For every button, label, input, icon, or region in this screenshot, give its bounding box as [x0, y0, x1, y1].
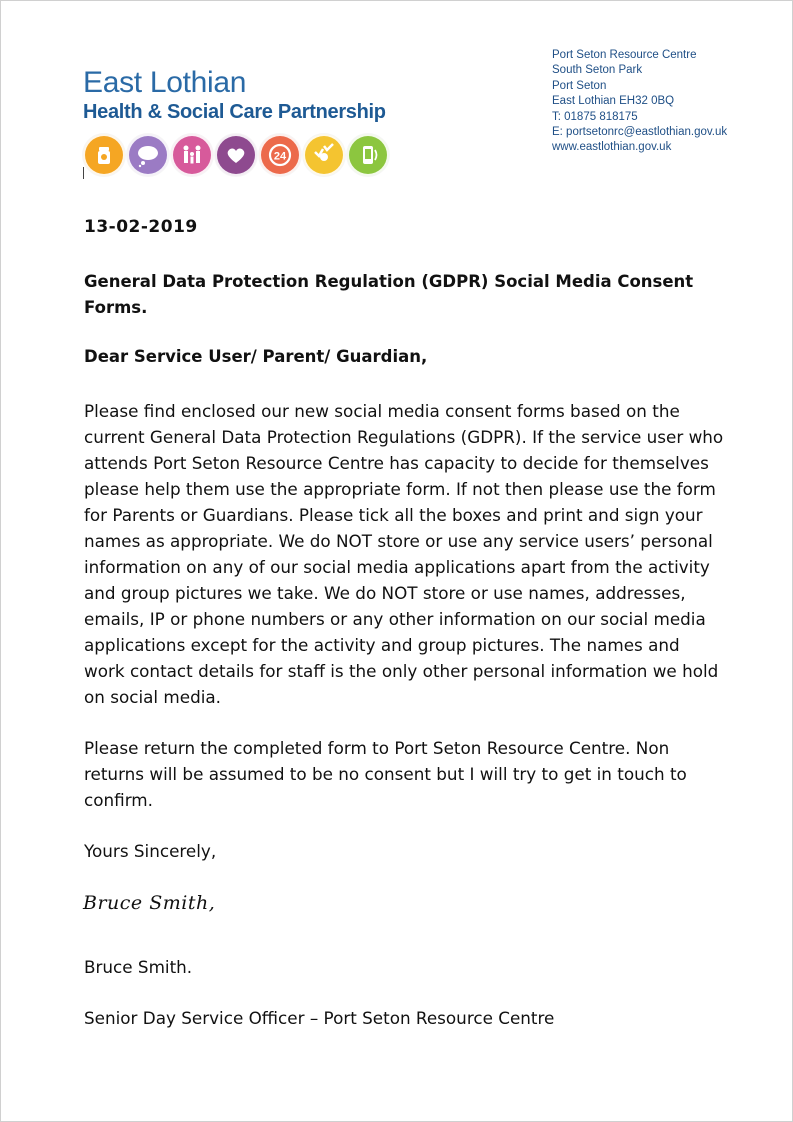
medication-icon: [83, 134, 125, 176]
signer-title: Senior Day Service Officer – Port Seton Resource Centre: [84, 1008, 555, 1028]
svg-text:24: 24: [273, 150, 287, 163]
letter-salutation: Dear Service User/ Parent/ Guardian,: [84, 347, 428, 366]
address-website: www.eastlothian.gov.uk: [552, 141, 672, 154]
address-line: South Seton Park: [552, 64, 643, 77]
address-line: East Lothian EH32 0BQ: [552, 95, 675, 108]
person-check-icon: [303, 134, 345, 176]
handwritten-signature: Bruce Smith,: [83, 892, 216, 914]
letter-date: 13-02-2019: [84, 217, 198, 237]
address-line: Port Seton Resource Centre: [552, 49, 697, 61]
logo-line-partnership: Health & Social Care Partnership: [83, 101, 386, 123]
family-icon: [171, 134, 213, 176]
letter-subject: General Data Protection Regulation (GDPR) Social Media Consent Forms.: [84, 272, 694, 317]
address-email: E: portsetonrc@eastlothian.gov.uk: [552, 126, 728, 139]
signer-name: Bruce Smith.: [84, 957, 193, 977]
24-hour-icon: [259, 134, 301, 176]
logo-icon-row: [83, 134, 413, 176]
text-cursor: [83, 167, 84, 179]
address-line: Port Seton: [552, 79, 607, 92]
logo: [83, 67, 413, 176]
phone-signal-icon: [347, 134, 389, 176]
letter-paragraph-1: Please find enclosed our new social media consent forms based on the current General Data Protection Regulations (GDPR). If the service user who attends Port Seton Resource Centre has capacity to decide for themselves please help them use the appropriate form. If not then please use the form for Parents or Guardians. Please tick all the boxes and print and sign your names as appropriate. We do NOT store or use any service users’ personal information on any of our social media applications apart from the activity and group pictures we take. We do NOT store or use names, addresses, emails, IP or phone numbers or any other information on our social media applications except for the activity and group pictures. The names and work contact details for staff is the only other personal information we hold on social media.: [84, 401, 724, 707]
letter-closing: Yours Sincerely,: [84, 841, 217, 861]
handshake-heart-icon: [215, 134, 257, 176]
thought-bubble-icon: [127, 134, 169, 176]
sender-address: [552, 48, 727, 156]
letter-paragraph-2: Please return the completed form to Port Seton Resource Centre. Non returns will be assumed to be no consent but I will try to get in touch to confirm.: [84, 738, 687, 810]
address-phone: T: 01875 818175: [552, 110, 638, 123]
logo-line-east-lothian: East Lothian: [83, 66, 247, 99]
